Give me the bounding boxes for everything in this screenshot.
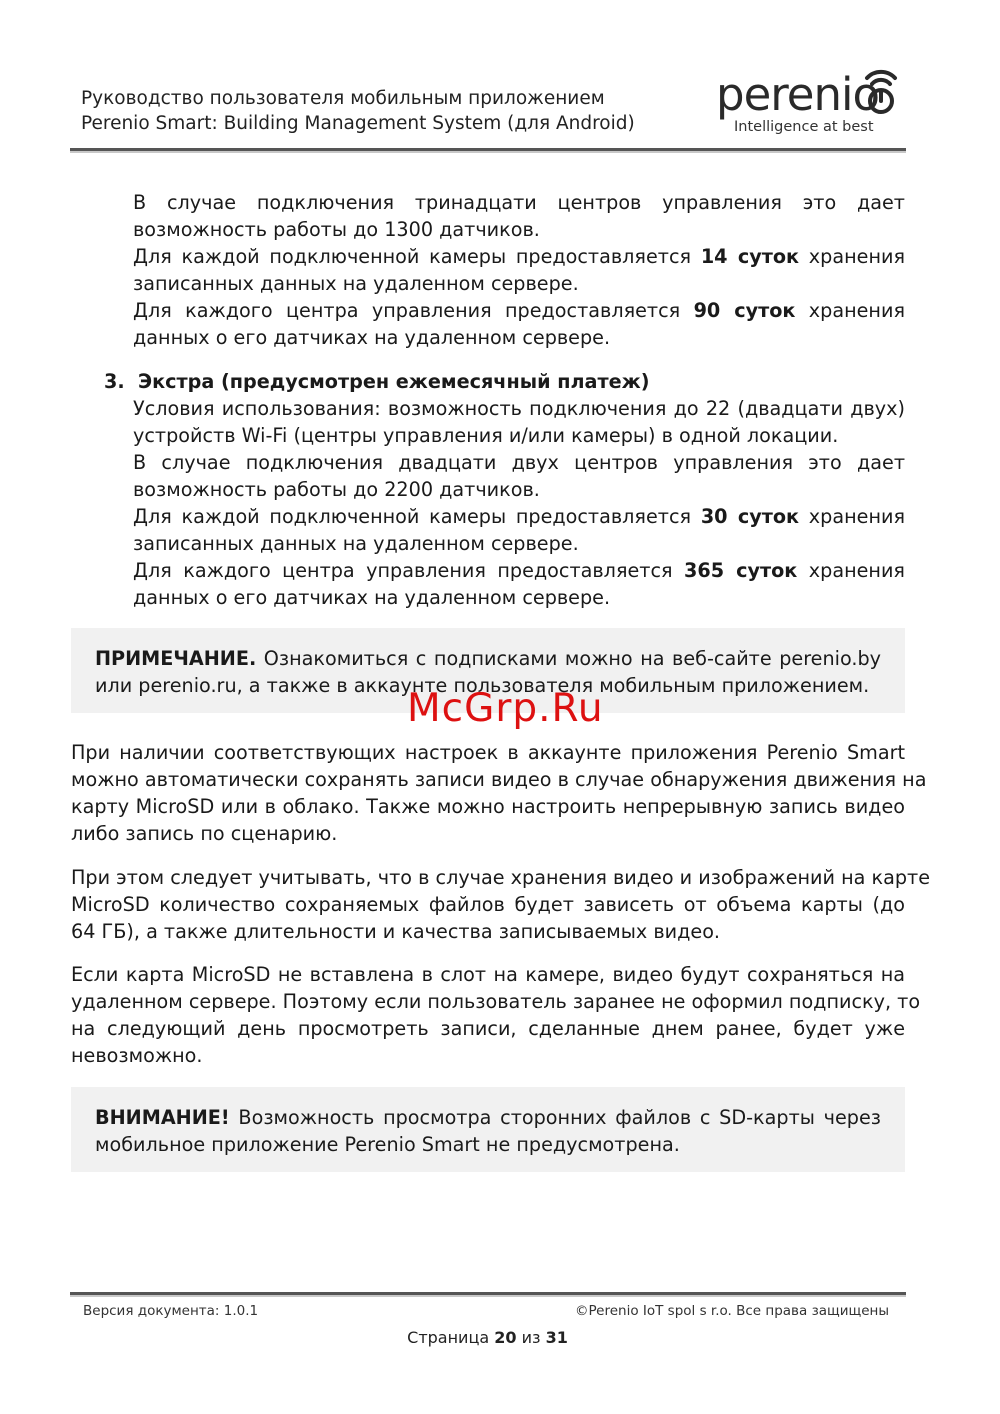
watermark: McGrp.Ru <box>407 686 604 731</box>
perenio-logo <box>716 64 906 140</box>
header-divider <box>70 148 906 151</box>
section2-paragraph-1: В случае подключения тринадцати центров управления это дает возможность работы до 1300 датчиков. <box>133 191 905 241</box>
section3-paragraph-2: В случае подключения двадцати двух центров управления это дает возможность работы до 2200 датчиков. <box>133 451 905 501</box>
body-paragraph-2: При этом следует учитывать, что в случае хранения видео и изображений на карте MicroSD количество сохраняемых файлов будет зависеть от объема карты (до 64 ГБ), а также длительности и качества записываемых видео. <box>71 866 931 943</box>
copyright-notice: ©Perenio IoT spol s r.o. Все права защищены <box>575 1303 890 1319</box>
power-signal-icon <box>858 64 904 114</box>
logo-tagline: Intelligence at best <box>734 119 874 135</box>
section3-paragraph-3: Для каждой подключенной камеры предоставляется 30 суток хранения записанных данных на удаленном сервере. <box>133 505 906 555</box>
warning-text: ВНИМАНИЕ! Возможность просмотра сторонних файлов с SD-карты через мобильное приложение Perenio Smart не предусмотрена. <box>95 1106 881 1156</box>
warning-box-sd-card <box>71 1087 905 1172</box>
body-paragraph-3: Если карта MicroSD не вставлена в слот на камере, видео будут сохраняться на удаленном сервере. Поэтому если пользователь заранее не оформил подписку, то на следующий день просмотреть записи, сделанные днем ранее, будет уже невозможно. <box>71 963 921 1067</box>
footer-divider <box>70 1292 906 1295</box>
section3-paragraph-1: Условия использования: возможность подключения до 22 (двадцати двух) устройств Wi-Fi (центры управления и/или камеры) в одной локации. <box>133 397 905 447</box>
document-header-title <box>81 86 635 136</box>
section2-paragraph-2: Для каждой подключенной камеры предоставляется 14 суток хранения записанных данных на удаленном сервере. <box>133 245 906 295</box>
section2-paragraph-3: Для каждого центра управления предоставляется 90 суток хранения данных о его датчиках на удаленном сервере. <box>133 299 905 349</box>
header-title-line-1: Руководство пользователя мобильным приложением <box>81 88 605 109</box>
warning-label: ВНИМАНИЕ! <box>95 1106 230 1129</box>
section3-paragraph-4: Для каждого центра управления предоставляется 365 суток хранения данных о его датчиках на удаленном сервере. <box>133 559 905 609</box>
header-title-line-2: Perenio Smart: Building Management System (для Android) <box>81 113 635 134</box>
document-version: Версия документа: 1.0.1 <box>83 1303 259 1319</box>
logo-wordmark: perenio <box>716 68 880 121</box>
body-paragraph-1: При наличии соответствующих настроек в аккаунте приложения Perenio Smart можно автоматически сохранять записи видео в случае обнаружения движения на карту MicroSD или в облако. Также можно настроить непрерывную запись видео либо запись по сценарию. <box>71 741 927 845</box>
section3-heading: 3. Экстра (предусмотрен ежемесячный платеж) <box>104 370 650 393</box>
note-text: ПРИМЕЧАНИЕ. Ознакомиться с подписками можно на веб-сайте perenio.by или perenio.ru, а также в аккаунте пользователя мобильным приложением. <box>95 647 881 697</box>
note-label: ПРИМЕЧАНИЕ. <box>95 647 257 670</box>
page-number: Страница 20 из 31 <box>407 1328 568 1347</box>
